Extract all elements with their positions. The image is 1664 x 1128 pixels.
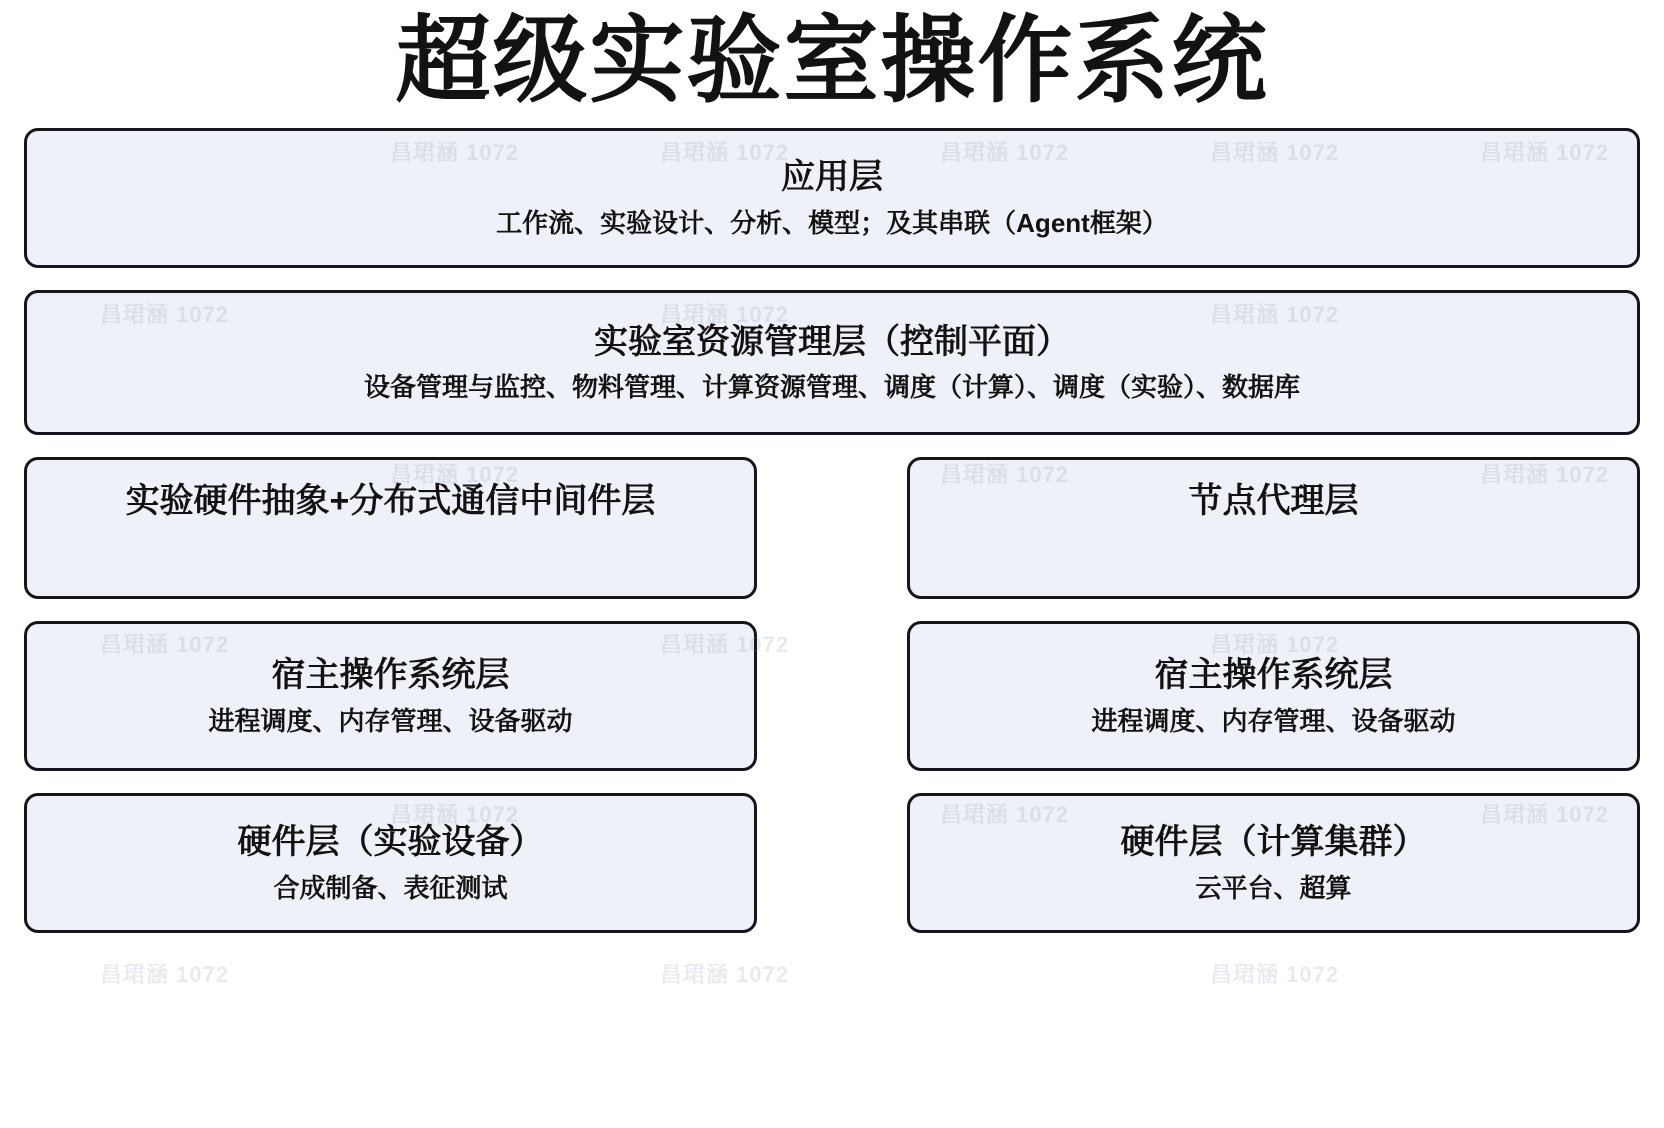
page-title: 超级实验室操作系统 — [395, 8, 1269, 114]
layer-hardware-compute-cluster-subtitle: 云平台、超算 — [1195, 872, 1352, 903]
layer-hardware-compute-cluster — [907, 793, 1640, 933]
layer-host-os-left-subtitle: 进程调度、内存管理、设备驱动 — [208, 705, 573, 736]
watermark-text: 昌珺涵 1072 — [660, 962, 790, 987]
watermark-text: 昌珺涵 1072 — [100, 962, 230, 987]
layer-resource-management-title: 实验室资源管理层（控制平面） — [594, 322, 1070, 361]
layer-hardware-compute-cluster-title: 硬件层（计算集群） — [1120, 823, 1427, 862]
layer-hardware-experimental-subtitle: 合成制备、表征测试 — [273, 872, 508, 903]
layer-host-os-right-title: 宿主操作系统层 — [1154, 656, 1393, 695]
layer-host-os-left-title: 宿主操作系统层 — [271, 656, 510, 695]
layer-resource-management — [24, 290, 1640, 435]
diagram-canvas — [0, 8, 1664, 1128]
layer-node-agent-title: 节点代理层 — [1188, 482, 1359, 521]
layer-resource-management-subtitle: 设备管理与监控、物料管理、计算资源管理、调度（计算）、调度（实验）、数据库 — [363, 372, 1300, 403]
layer-application — [24, 128, 1640, 268]
watermark-text: 1072 — [736, 632, 790, 657]
layer-hardware-experimental-title: 硬件层（实验设备） — [237, 823, 544, 862]
layer-host-os-left — [24, 621, 757, 771]
layer-hardware-abstraction-middleware-title: 实验硬件抽象+分布式通信中间件层 — [125, 482, 656, 521]
two-column-layers — [24, 457, 1640, 933]
layer-hardware-abstraction-middleware — [24, 457, 757, 599]
layer-hardware-experimental — [24, 793, 757, 933]
layer-application-subtitle: 工作流、实验设计、分析、模型；及其串联（Agent框架） — [496, 207, 1168, 238]
layer-application-title: 应用层 — [781, 158, 883, 197]
layer-host-os-right — [907, 621, 1640, 771]
watermark-text: 昌珺涵 1072 — [1210, 962, 1340, 987]
layer-host-os-right-subtitle: 进程调度、内存管理、设备驱动 — [1091, 705, 1456, 736]
layer-node-agent — [907, 457, 1640, 599]
